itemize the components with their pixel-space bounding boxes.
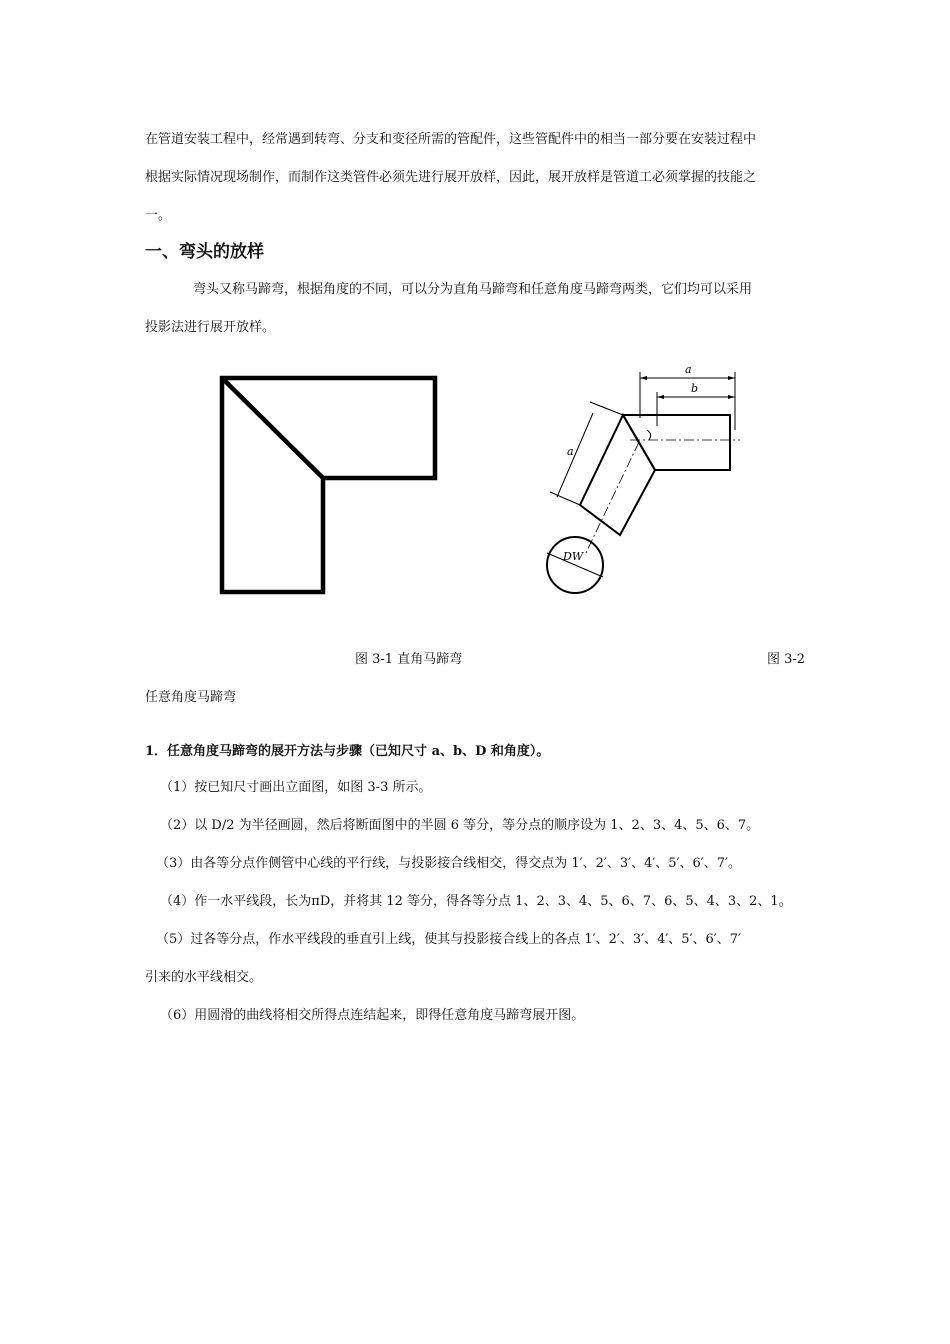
dimension-a-side <box>557 413 593 497</box>
intro-line-2: 根据实际情况现场制作，而制作这类管件必须先进行展开放样，因此，展开放样是管道工必须掌握的技能之 <box>145 170 757 185</box>
intro-line-3: 一。 <box>145 208 172 223</box>
intro-line-1: 在管道安装工程中，经常遇到转弯、分支和变径所需的管配件，这些管配件中的相当一部分要在安装过程中 <box>145 132 757 147</box>
step-6: （6）用圆滑的曲线将相交所得点连结起来，即得任意角度马蹄弯展开图。 <box>160 1008 585 1023</box>
fig1-caption: 图 3-1 直角马蹄弯 <box>355 652 463 667</box>
elbow-miter-line <box>222 378 323 478</box>
label-a-top: a <box>685 363 692 376</box>
figure-right-angle-elbow <box>215 370 445 600</box>
section-para-line-1: 弯头又称马蹄弯，根据角度的不同，可以分为直角马蹄弯和任意角度马蹄弯两类，它们均可以采用 <box>193 282 753 297</box>
section-para-line-2: 投影法进行展开放样。 <box>145 320 276 335</box>
step-4: （4）作一水平线段，长为πD，并将其 12 等分，得各等分点 1、2、3、4、5、6、7、6、5、4、3、2、1。 <box>160 894 792 909</box>
step-3: （3）由各等分点作侧管中心线的平行线，与投影接合线相交，得交点为 1′、2′、3′、4′、5′、6′、7′。 <box>156 856 741 871</box>
figure-arbitrary-angle-elbow <box>535 360 750 595</box>
step-2: （2）以 D/2 为半径画圆，然后将断面图中的半圆 6 等分，等分点的顺序设为 1、2、3、4、5、6、7。 <box>160 818 760 833</box>
step-5-line-2: 引来的水平线相交。 <box>145 970 263 985</box>
steps-heading: 1．任意角度马蹄弯的展开方法与步骤（已知尺寸 a、b、D 和角度）。 <box>145 744 550 759</box>
fig2-caption-title: 任意角度马蹄弯 <box>145 690 237 705</box>
pipe-centerline-angled <box>585 442 639 555</box>
fig2-caption-label: 图 3-2 <box>767 652 806 667</box>
step-1: （1）按已知尺寸画出立面图，如图 3-3 所示。 <box>160 780 432 795</box>
label-dw: DW <box>563 550 584 563</box>
label-a-side: a <box>567 445 574 458</box>
step-5-line-1: （5）过各等分点，作水平线段的垂直引上线，使其与投影接合线上的各点 1′、2′、3′、4′、5′、6′、7′ <box>156 932 741 947</box>
label-b-top: b <box>691 382 699 395</box>
angled-pipe <box>580 415 655 535</box>
section-heading: 一、弯头的放样 <box>145 242 264 262</box>
